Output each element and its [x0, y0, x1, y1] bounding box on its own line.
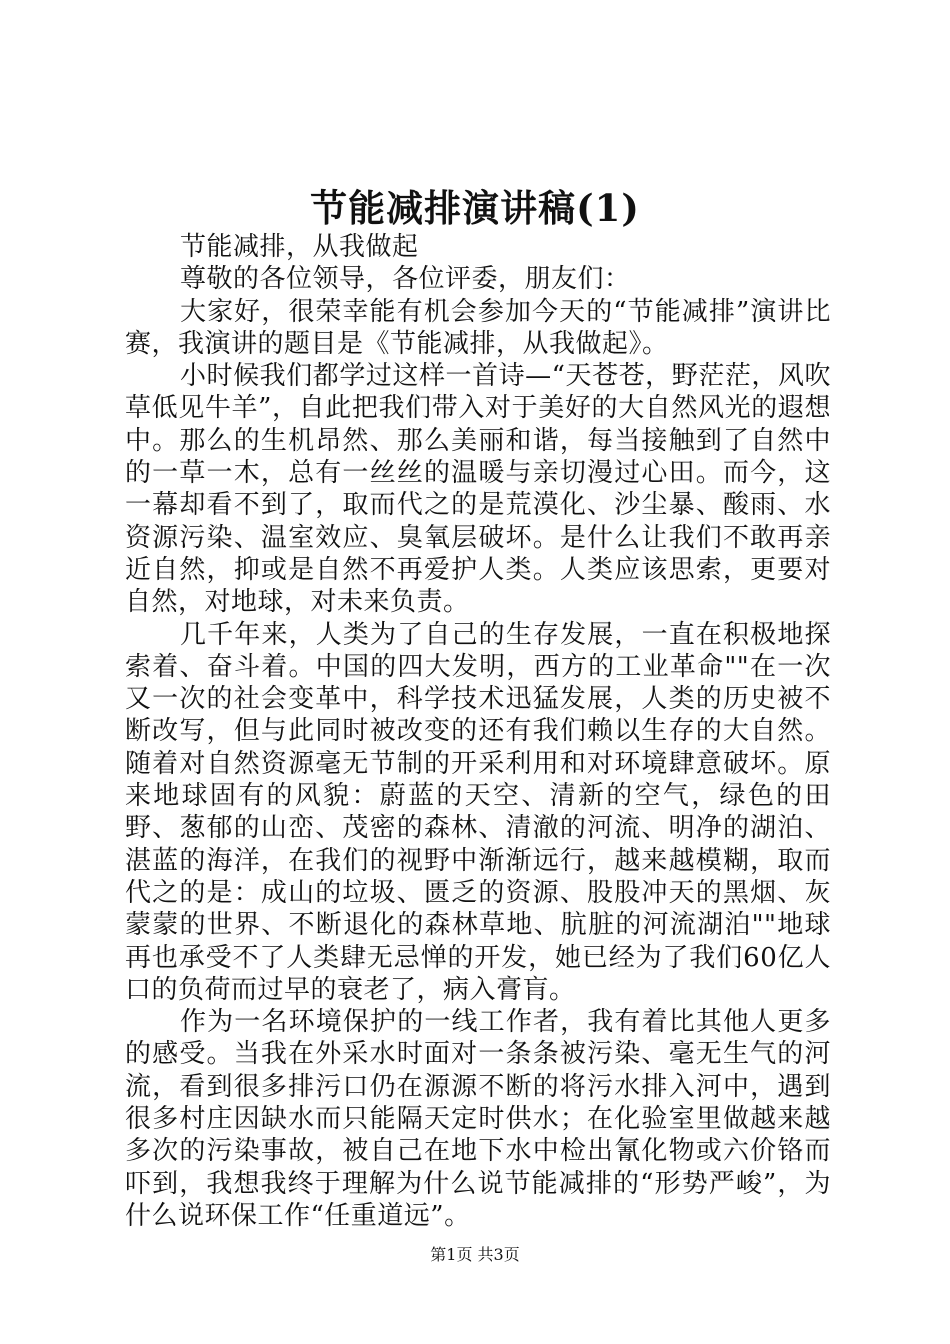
paragraph: 大家好，很荣幸能有机会参加今天的“节能减排”演讲比赛，我演讲的题目是《节能减排，从我做起》。 [125, 296, 831, 359]
document-body [125, 231, 831, 1232]
paragraph: 几千年来，人类为了自己的生存发展，一直在积极地探索着、奋斗着。中国的四大发明，西方的工业革命""在一次又一次的社会变革中，科学技术迅猛发展，人类的历史被不断改写，但与此同时被改变的还有我们赖以生存的大自然。随着对自然资源毫无节制的开采利用和对环境肆意破坏。原来地球固有的风貌：蔚蓝的天空、清新的空气，绿色的田野、葱郁的山峦、茂密的森林、清澈的河流、明净的湖泊、湛蓝的海洋，在我们的视野中渐渐远行，越来越模糊，取而代之的是：成山的垃圾、匮乏的资源、股股冲天的黑烟、灰蒙蒙的世界、不断退化的森林草地、肮脏的河流湖泊""地球再也承受不了人类肆无忌惮的开发，她已经为了我们60亿人口的负荷而过早的衰老了，病入膏肓。 [125, 619, 831, 1005]
paragraph: 尊敬的各位领导，各位评委，朋友们： [180, 264, 631, 295]
document-title: 节能减排演讲稿(1) [310, 186, 640, 230]
page-footer: 第1页 共3页 [430, 1245, 520, 1264]
paragraph: 节能减排，从我做起 [180, 232, 419, 262]
paragraph: 作为一名环境保护的一线工作者，我有着比其他人更多的感受。当我在外采水时面对一条条被污染、毫无生气的河流，看到很多排污口仍在源源不断的将污水排入河中，遇到很多村庄因缺水而只能隔天定时供水；在化验室里做越来越多次的污染事故，被自己在地下水中检出氰化物或六价铬而吓到，我想我终于理解为什么说节能减排的“形势严峻”，为什么说环保工作“任重道远”。 [125, 1007, 831, 1231]
paragraph: 小时候我们都学过这样一首诗—“天苍苍，野茫茫，风吹草低见牛羊”，自此把我们带入对于美好的大自然风光的遐想中。那么的生机昂然、那么美丽和谐，每当接触到了自然中的一草一木，总有一丝丝的温暖与亲切漫过心田。而今，这一幕却看不到了，取而代之的是荒漠化、沙尘暴、酸雨、水资源污染、温室效应、臭氧层破坏。是什么让我们不敢再亲近自然，抑或是自然不再爱护人类。人类应该思索，更要对自然，对地球，对未来负责。 [125, 361, 831, 618]
